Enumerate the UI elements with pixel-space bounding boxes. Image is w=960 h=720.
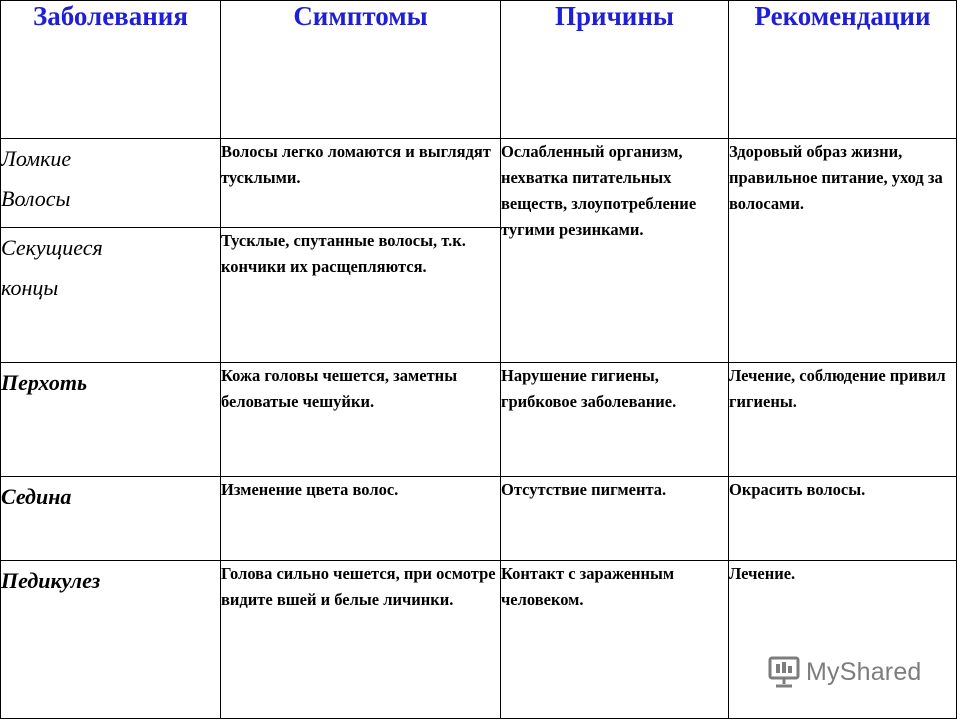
table-row (1, 477, 957, 561)
header-symptoms: Симптомы (221, 1, 501, 139)
symptoms-cell: Кожа головы чешется, заметны беловатые чешуйки. (221, 363, 501, 477)
header-diseases: Заболевания (1, 1, 221, 139)
disease-name-line: концы (1, 275, 59, 300)
watermark-text: MyShared (806, 657, 922, 686)
disease-cell (1, 228, 221, 363)
causes-cell: Контакт с зараженным человеком. (501, 561, 729, 719)
disease-name-line: Перхоть (1, 370, 88, 395)
symptoms-cell: Голова сильно чешется, при осмотре видите вшей и белые личинки. (221, 561, 501, 719)
myshared-watermark (766, 654, 922, 690)
disease-name-line: Секущиеся (1, 235, 103, 260)
recommendations-cell: Окрасить волосы. (729, 477, 957, 561)
header-recommendations: Рекомендации (729, 1, 957, 139)
disease-name-line: Волосы (1, 186, 71, 211)
recommendations-cell-shared: Здоровый образ жизни, правильное питание, уход за волосами. (729, 139, 957, 363)
table-row (1, 139, 957, 228)
presentation-board-icon (766, 654, 802, 690)
disease-cell (1, 363, 221, 477)
disease-name-line: Педикулез (1, 568, 101, 593)
causes-cell: Отсутствие пигмента. (501, 477, 729, 561)
symptoms-cell: Тусклые, спутанные волосы, т.к. кончики их расщепляются. (221, 228, 501, 363)
table-row (1, 561, 957, 719)
causes-cell-shared: Ослабленный организм, нехватка питательных веществ, злоупотребление тугими резинками. (501, 139, 729, 363)
symptoms-cell: Волосы легко ломаются и выглядят тусклыми. (221, 139, 501, 228)
recommendations-cell: Лечение, соблюдение привил гигиены. (729, 363, 957, 477)
causes-cell: Нарушение гигиены, грибковое заболевание. (501, 363, 729, 477)
recommendations-cell: Лечение. (729, 561, 957, 719)
disease-name-line: Ломкие (1, 146, 72, 171)
symptoms-cell: Изменение цвета волос. (221, 477, 501, 561)
disease-name-line: Седина (1, 484, 72, 509)
disease-cell (1, 139, 221, 228)
disease-cell (1, 561, 221, 719)
table-row (1, 363, 957, 477)
header-row (1, 1, 957, 139)
disease-cell (1, 477, 221, 561)
header-causes: Причины (501, 1, 729, 139)
